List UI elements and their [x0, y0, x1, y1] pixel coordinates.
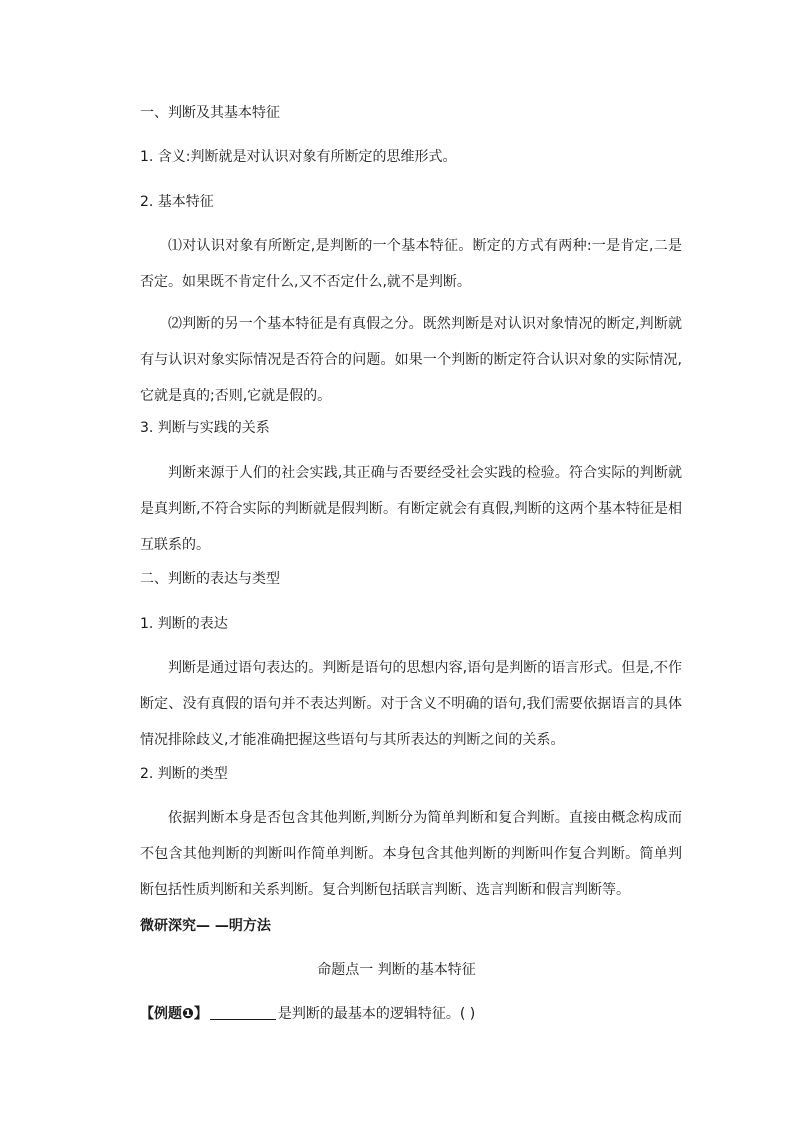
- example-line: [140, 1004, 475, 1024]
- example-label: 【例题❶】: [140, 1006, 208, 1022]
- feature-paragraph-1: ⑴对认识对象有所断定,是判断的一个基本特征。断定的方式有两种:一是肯定,二是否定。如果既不肯定什么,又不否定什么,就不是判断。: [140, 238, 682, 290]
- topic-title: 命题点一 判断的基本特征: [317, 962, 476, 978]
- section-two-heading: 二、判断的表达与类型: [140, 571, 280, 587]
- feature-paragraph-2: ⑵判断的另一个基本特征是有真假之分。既然判断是对认识对象情况的断定,判断就有与认识对象实际情况是否符合的问题。如果一个判断的断定符合认识对象的实际情况,它就是真的;否则,它就是假的。: [140, 316, 682, 404]
- answer-blank[interactable]: [210, 1005, 276, 1020]
- types-paragraph: 依据判断本身是否包含其他判断,判断分为简单判断和复合判断。直接由概念构成而不包含其他判断的判断叫作简单判断。本身包含其他判断的判断叫作复合判断。简单判断包括性质判断和关系判断。复合判断包括联言判断、选言判断和假言判断等。: [140, 810, 682, 898]
- definition-item: 1. 含义:判断就是对认识对象有所断定的思维形式。: [140, 149, 457, 165]
- expression-heading: 1. 判断的表达: [140, 616, 228, 632]
- types-heading: 2. 判断的类型: [140, 766, 228, 782]
- expression-paragraph: 判断是通过语句表达的。判断是语句的思想内容,语句是判断的语言形式。但是,不作断定、没有真假的语句并不表达判断。对于含义不明确的语句,我们需要依据语言的具体情况排除歧义,才能准确把握这些语句与其所表达的判断之间的关系。: [140, 660, 682, 748]
- example-text: 是判断的最基本的逻辑特征。( ): [277, 1006, 476, 1022]
- basic-features-heading: 2. 基本特征: [140, 194, 214, 210]
- section-one-heading: 一、判断及其基本特征: [140, 105, 280, 121]
- practice-paragraph: 判断来源于人们的社会实践,其正确与否要经受社会实践的检验。符合实际的判断就是真判断,不符合实际的判断就是假判断。有断定就会有真假,判断的这两个基本特征是相互联系的。: [140, 465, 682, 553]
- practice-relation-heading: 3. 判断与实践的关系: [140, 420, 270, 436]
- research-section-title: 微研深究— —明方法: [140, 918, 271, 934]
